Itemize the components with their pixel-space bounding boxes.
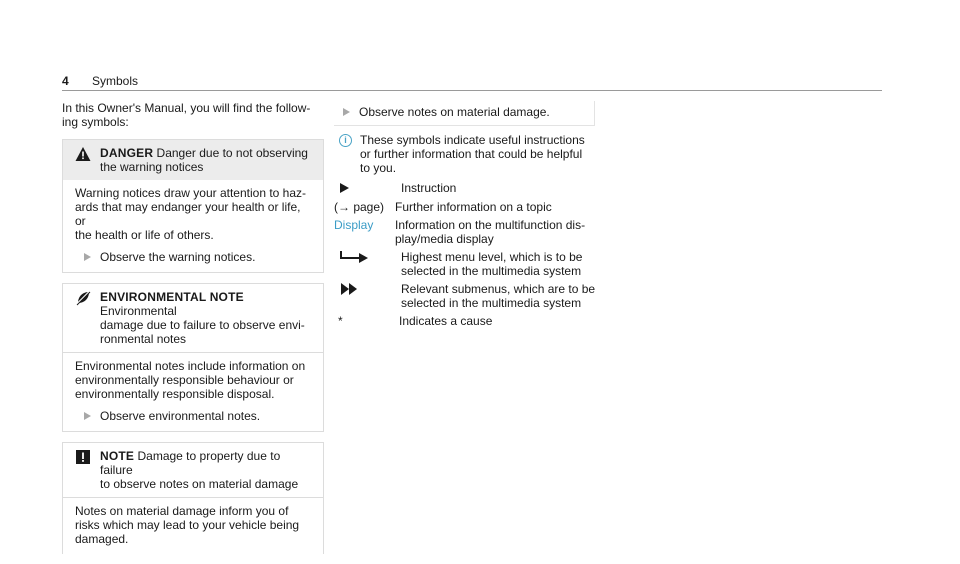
double-chevron-icon bbox=[340, 282, 360, 296]
info-icon: i bbox=[339, 134, 352, 147]
note-body-text: Notes on material damage inform you of risks which may lead to your vehicle being damaged. bbox=[75, 504, 300, 546]
info-note bbox=[334, 133, 604, 175]
exclamation-square-icon bbox=[75, 449, 91, 465]
symbol-row-instruction bbox=[334, 181, 604, 196]
symbols-column bbox=[334, 133, 604, 332]
symbol-row-page-ref bbox=[334, 200, 604, 214]
environmental-body bbox=[63, 352, 323, 431]
danger-instruction-text: Observe the warning notices. bbox=[100, 250, 256, 264]
note-instruction-text: Observe notes on material damage. bbox=[359, 105, 550, 119]
environmental-instruction bbox=[75, 409, 313, 423]
note-instruction bbox=[334, 105, 594, 119]
symbol-description: Further information on a topic bbox=[395, 200, 552, 214]
environmental-box bbox=[62, 283, 324, 432]
symbol-row-menu bbox=[334, 250, 604, 278]
note-body bbox=[63, 497, 323, 554]
danger-body-text: Warning notices draw your attention to haz- ards that may endanger your health or life, or the health or life of others. bbox=[75, 186, 307, 242]
menu-arrow-icon bbox=[340, 250, 370, 264]
danger-instruction bbox=[75, 250, 313, 264]
environmental-header bbox=[63, 284, 323, 352]
left-column bbox=[62, 101, 324, 564]
leaf-crossed-icon bbox=[75, 290, 91, 306]
environmental-label: ENVIRONMENTAL NOTE bbox=[100, 290, 244, 304]
environmental-instruction-text: Observe environmental notes. bbox=[100, 409, 261, 423]
environmental-body-text: Environmental notes include information on environmentally responsible behaviour or environmentally responsible disposal. bbox=[75, 359, 306, 401]
section-title: Symbols bbox=[92, 74, 139, 88]
page-ref-symbol: (→ page) bbox=[334, 200, 385, 214]
symbol-description: Instruction bbox=[401, 181, 457, 195]
symbol-description: Relevant submenus, which are to be selected in the multimedia system bbox=[401, 282, 596, 310]
danger-head-text: Danger due to not observing the warning notices bbox=[100, 146, 308, 174]
instruction-triangle-icon bbox=[84, 253, 91, 261]
display-symbol: Display bbox=[334, 218, 374, 232]
symbol-description: Information on the multifunction dis- play/media display bbox=[395, 218, 586, 246]
note-label: NOTE bbox=[100, 449, 135, 463]
instruction-triangle-icon bbox=[343, 108, 350, 116]
symbol-row-display bbox=[334, 218, 604, 246]
instruction-triangle-icon bbox=[84, 412, 91, 420]
symbol-description: Indicates a cause bbox=[399, 314, 493, 328]
danger-header bbox=[63, 140, 323, 180]
play-triangle-icon bbox=[340, 183, 349, 193]
note-header bbox=[63, 443, 323, 497]
danger-body bbox=[63, 180, 323, 272]
environmental-head-text: Environmental damage due to failure to observe envi- ronmental notes bbox=[100, 304, 305, 346]
danger-label: DANGER bbox=[100, 146, 154, 160]
symbol-description: Highest menu level, which is to be selected in the multimedia system bbox=[401, 250, 583, 278]
info-text: These symbols indicate useful instructions or further information that could be helpful to you. bbox=[360, 133, 585, 175]
note-continuation-box bbox=[334, 101, 595, 126]
page-header bbox=[62, 74, 882, 91]
page-number: 4 bbox=[62, 74, 69, 88]
note-box bbox=[62, 442, 324, 554]
warning-triangle-icon bbox=[75, 146, 91, 162]
danger-box bbox=[62, 139, 324, 273]
asterisk-symbol: * bbox=[338, 314, 343, 328]
symbol-row-cause bbox=[334, 314, 604, 328]
intro-text: In this Owner's Manual, you will find the follow- ing symbols: bbox=[62, 101, 311, 129]
note-head-text: Damage to property due to failure to observe notes on material damage bbox=[100, 449, 299, 491]
symbol-row-submenu bbox=[334, 282, 604, 310]
